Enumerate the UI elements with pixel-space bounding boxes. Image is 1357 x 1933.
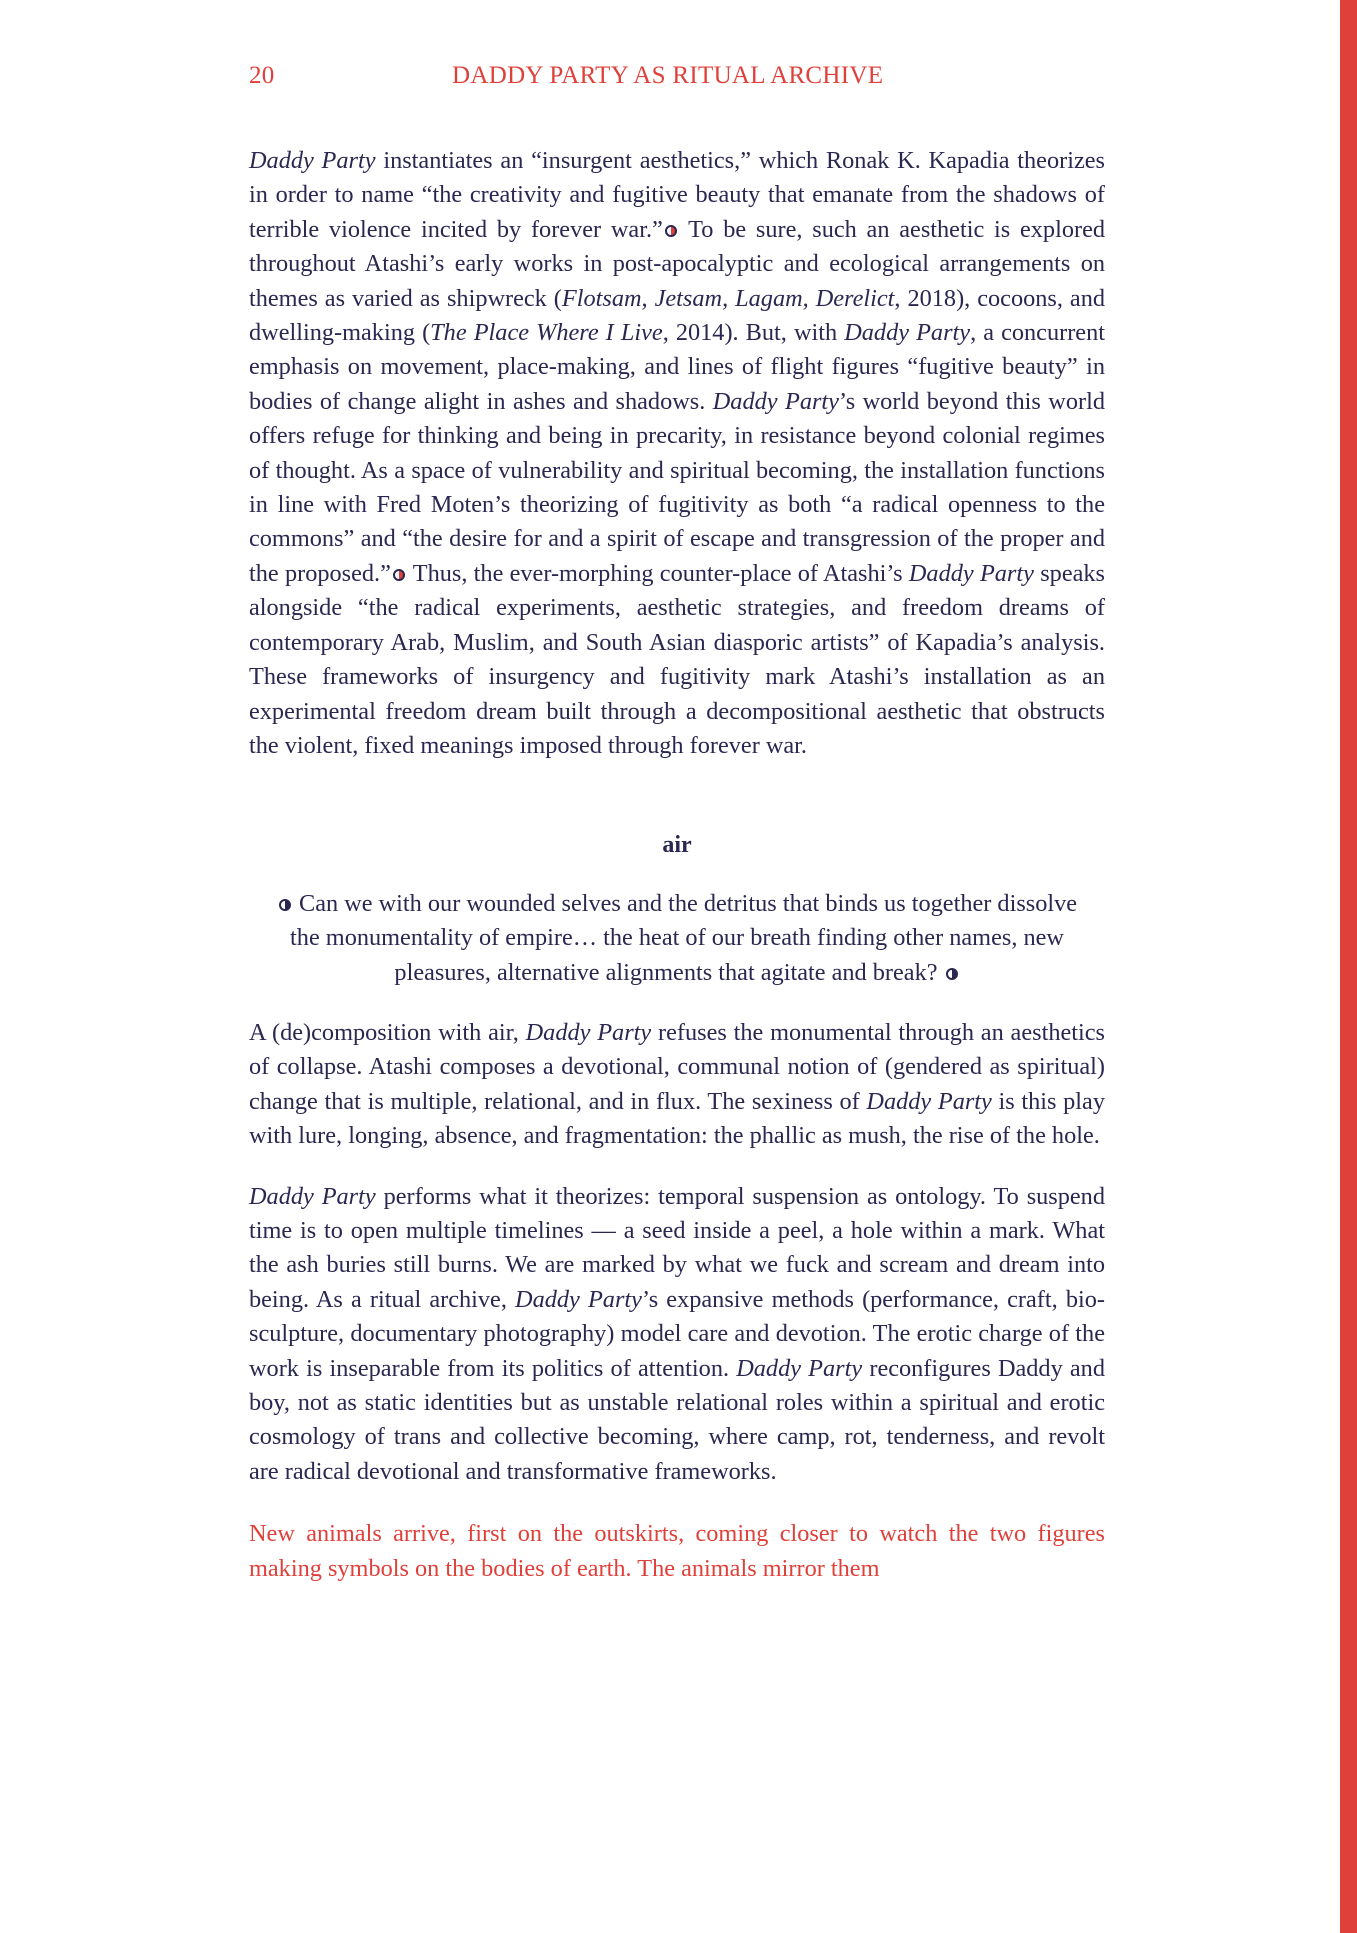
text-run: reconfigures Daddy and boy, not as static identities but as unstable relational roles within a spiritual and erotic cosmology of trans and collective becoming, where camp, rot, tenderness, and revolt are radical devotional and transformative frameworks.: [249, 1354, 1105, 1485]
work-title: Daddy Party: [866, 1087, 992, 1115]
endnote-marker-icon[interactable]: [665, 225, 677, 237]
text-run: , 2014). But, with: [662, 319, 845, 347]
text-run: , a concurrent emphasis on movement, place-making, and lines of flight figures “fugitive beauty” in bodies of change alight in ashes and shadows.: [249, 319, 1105, 415]
endnote-marker-icon[interactable]: [393, 569, 405, 581]
page-number: 20: [249, 62, 275, 89]
text-run: ’s expansive methods (performance, craft, bio-sculpture, documentary photography) model care and devotion. The erotic charge of the work is inseparable from its politics of attention.: [249, 1285, 1105, 1382]
text-run: performs what it theorizes: temporal suspension as ontology. To suspend time is to open multiple timelines — a seed inside a peel, a hole within a mark. What the ash buries still burns. We are marked by what we fuck and scream and dream into being. As a ritual archive,: [249, 1182, 1105, 1313]
half-circle-icon: [946, 968, 958, 980]
text-run: speaks alongside “the radical experiments, aesthetic strategies, and freedom dreams of contemporary Arab, Muslim, and South Asian diasporic artists” of Kapadia’s analysis. These frameworks of insurgency and fugitivity mark Atashi’s installation as an experimental freedom dream built through a decompositional aesthetic that obstructs the violent, fixed meanings imposed through forever war.: [249, 559, 1105, 759]
work-title: Daddy Party: [736, 1354, 863, 1382]
body-paragraph: [249, 1180, 1105, 1490]
work-title: Daddy Party: [844, 319, 971, 347]
work-title: Flotsam, Jetsam, Lagam, Derelict: [561, 284, 895, 312]
text-run: is this play with lure, longing, absence, and fragmentation: the phallic as mush, the rise of the hole.: [249, 1087, 1105, 1150]
text-run: A (de)composition with air,: [249, 1018, 526, 1046]
text-run: refuses the monumental through an aesthetics of collapse. Atashi composes a devotional, communal notion of (gendered as spiritual) change that is multiple, relational, and in flux. The sexiness of: [249, 1018, 1105, 1115]
epigraph: [273, 887, 1081, 990]
section-heading: air: [662, 832, 692, 859]
work-title: The Place Where I Live: [430, 319, 663, 347]
page-edge-bar: [1340, 0, 1357, 1933]
running-title: DADDY PARTY AS RITUAL ARCHIVE: [452, 62, 884, 89]
narrative-paragraph: New animals arrive, first on the outskirts, coming closer to watch the two figures making symbols on the bodies of earth. The animals mirror them: [249, 1520, 1105, 1582]
text-run: Thus, the ever-morphing counter-place of Atashi’s: [406, 559, 909, 587]
text-run: , 2018), cocoons, and dwelling-making (: [249, 284, 1105, 347]
work-title: Daddy Party: [908, 559, 1034, 587]
work-title: Daddy Party: [249, 147, 376, 174]
body-paragraph: [249, 1016, 1105, 1154]
text-run: ’s world beyond this world offers refuge for thinking and being in precarity, in resistance beyond colonial regimes of thought. As a space of vulnerability and spiritual becoming, the installation functions in line with Fred Moten’s theorizing of fugitivity as both “a radical openness to the commons” and “the desire for and a spirit of escape and transgression of the proper and the proposed.”: [249, 387, 1105, 587]
half-circle-icon: [279, 899, 291, 911]
text-run: instantiates an “insurgent aesthetics,” which Ronak K. Kapadia theorizes in order to name “the creativity and fugitive beauty that emanate from the shadows of terrible violence incited by forever war.”: [249, 147, 1105, 243]
work-title: Daddy Party: [249, 1182, 376, 1210]
work-title: Daddy Party: [712, 387, 839, 415]
main-text: [249, 144, 1105, 1586]
work-title: Daddy Party: [525, 1018, 652, 1046]
text-run: To be sure, such an aesthetic is explored throughout Atashi’s early works in post-apocalyptic and ecological arrangements on themes as varied as shipwreck (: [249, 215, 1106, 312]
epigraph-text: Can we with our wounded selves and the detritus that binds us together dissolve the monumentality of empire… the heat of our breath finding other names, new pleasures, alternative alignments that agitate and break?: [290, 889, 1078, 986]
running-header: [249, 62, 1105, 98]
work-title: Daddy Party: [515, 1285, 642, 1313]
body-paragraph: [249, 144, 1105, 763]
